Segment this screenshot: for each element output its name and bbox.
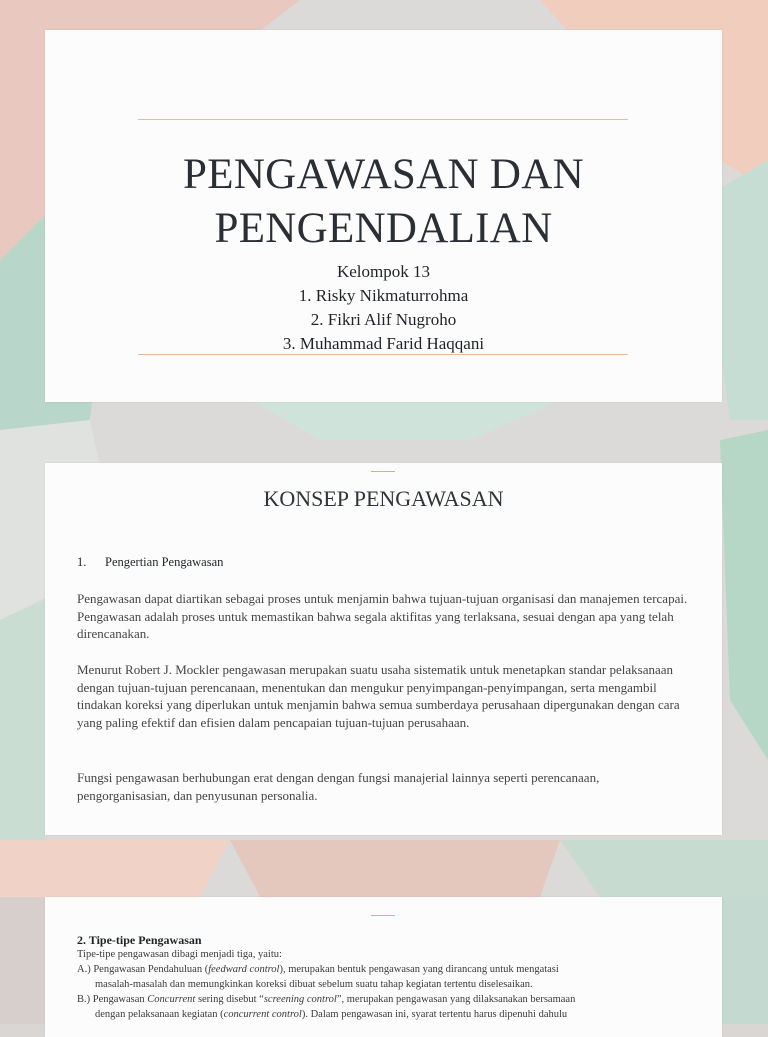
member-1: 1. Risky Nikmaturrohma (298, 286, 469, 305)
member-list (45, 260, 722, 356)
section-heading: 2. Tipe-tipe Pengawasan (77, 933, 202, 947)
paragraph-3: Fungsi pengawasan berhubungan erat dengan dengan fungsi manajerial lainnya seperti perencanaan, pengorganisasian, dan penyusunan personalia. (77, 770, 600, 803)
member-3: 3. Muhammad Farid Haqqani (282, 334, 485, 353)
term-concurrent: Concurrent (147, 994, 196, 1005)
title-line-2: PENGENDALIAN (214, 205, 553, 252)
accent-rule (371, 471, 395, 472)
section-heading: Pengertian Pengawasan (105, 555, 224, 569)
term-screening: screening control (263, 994, 337, 1005)
accent-rule (371, 915, 395, 916)
title-line-1: PENGAWASAN DAN (183, 151, 584, 198)
slide-title: KONSEP PENGAWASAN (263, 486, 504, 511)
type-b-continued: dengan pelaksanaan kegiatan (concurrent control). Dalam pengawasan ini, syarat tertentu harus dipenuhi dahulu (95, 1009, 568, 1020)
bottom-divider (138, 354, 628, 355)
type-a: A.) Pengawasan Pendahuluan (feedward control), merupakan bentuk pengawasan yang dirancang untuk mengatasi (77, 964, 559, 975)
paragraph-1: Pengawasan dapat diartikan sebagai proses untuk menjamin bahwa tujuan-tujuan organisasi dan manajemen tercapai. Pengawasan adalah proses untuk memastikan bahwa segala aktifitas yang terlaksana, sesuai dengan apa yang telah direncanakan. (77, 591, 688, 641)
type-b: B.) Pengawasan Concurrent sering disebut “screening control”, merupakan pengawasan yang dilaksanakan bersamaan (77, 994, 576, 1005)
types-intro: Tipe-tipe pengawasan dibagi menjadi tiga, yaitu: (77, 949, 282, 960)
heading-number: 1. (77, 555, 87, 569)
top-divider (138, 119, 628, 120)
concept-slide (45, 463, 722, 835)
paragraph-2: Menurut Robert J. Mockler pengawasan merupakan suatu usaha sistematik untuk menetapkan standar pelaksanaan dengan tujuan-tujuan perencanaan, menentukan dan mengukur penyimpangan-penyimpangan, serta mengambil tindakan koreksi yang diperlukan untuk menjamin bahwa semua sumberdaya perusahaan dipergunakan dengan cara yang paling efektif dan efisien dalam pencapaian tujuan-tujuan perusahaan. (77, 662, 680, 730)
term-concurrent-control: concurrent control (223, 1009, 302, 1020)
group-label: Kelompok 13 (336, 262, 431, 281)
term-feedward: feedward control (208, 964, 280, 975)
types-slide (45, 897, 722, 1037)
slide-title (45, 148, 722, 256)
title-slide (45, 30, 722, 402)
member-2: 2. Fikri Alif Nugroho (310, 310, 457, 329)
type-a-continued: masalah-masalah dan memungkinkan koreksi dibuat sebelum suatu tahap kegiatan tertentu diselesaikan. (95, 979, 533, 990)
